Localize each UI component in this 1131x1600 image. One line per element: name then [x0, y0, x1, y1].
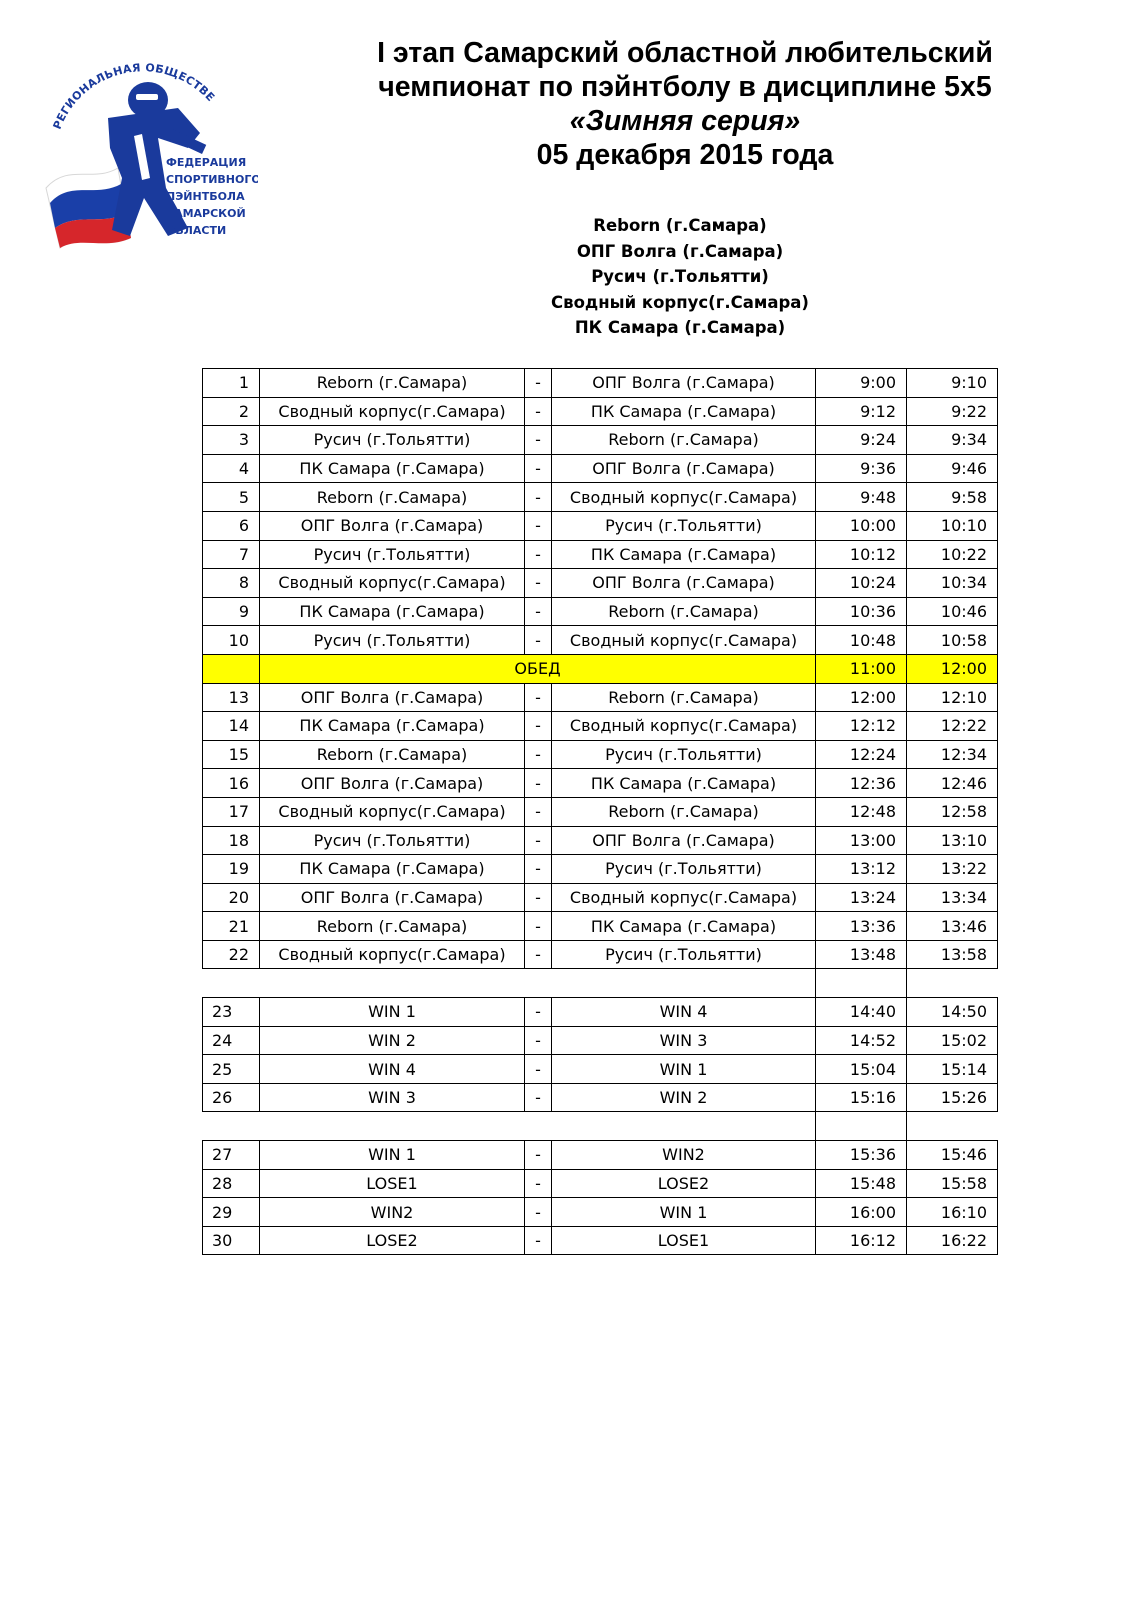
vs-dash: - — [525, 540, 552, 569]
team-b: Сводный корпус(г.Самара) — [552, 712, 816, 741]
team-b: Сводный корпус(г.Самара) — [552, 483, 816, 512]
team-b: Сводный корпус(г.Самара) — [552, 626, 816, 655]
match-number: 26 — [203, 1083, 260, 1112]
end-time: 15:46 — [907, 1141, 998, 1170]
logo-org-line: САМАРСКОЙ — [166, 207, 246, 220]
teams-list — [470, 213, 890, 341]
start-time: 10:36 — [816, 597, 907, 626]
spacer-row — [203, 969, 998, 998]
team-a: WIN 2 — [260, 1026, 525, 1055]
vs-dash: - — [525, 483, 552, 512]
match-row — [203, 1141, 998, 1170]
match-row — [203, 998, 998, 1027]
spacer-time-cell — [816, 969, 907, 998]
end-time: 16:10 — [907, 1198, 998, 1227]
match-number: 6 — [203, 511, 260, 540]
end-time: 12:34 — [907, 740, 998, 769]
vs-dash: - — [525, 454, 552, 483]
match-row — [203, 797, 998, 826]
title-line-2: чемпионат по пэйнтболу в дисциплине 5х5 — [378, 71, 992, 103]
match-row — [203, 483, 998, 512]
match-row — [203, 855, 998, 884]
team-b: Русич (г.Тольятти) — [552, 940, 816, 969]
lunch-row — [203, 654, 998, 683]
start-time: 13:36 — [816, 912, 907, 941]
lunch-start-time: 11:00 — [816, 654, 907, 683]
team-b: LOSE1 — [552, 1226, 816, 1255]
schedule-body — [203, 369, 998, 1255]
end-time: 15:58 — [907, 1169, 998, 1198]
vs-dash: - — [525, 940, 552, 969]
start-time: 13:48 — [816, 940, 907, 969]
team-a: WIN 3 — [260, 1083, 525, 1112]
end-time: 14:50 — [907, 998, 998, 1027]
team-b: Русич (г.Тольятти) — [552, 740, 816, 769]
match-row — [203, 1083, 998, 1112]
match-row — [203, 511, 998, 540]
match-row — [203, 454, 998, 483]
start-time: 9:36 — [816, 454, 907, 483]
team-a: Reborn (г.Самара) — [260, 912, 525, 941]
match-row — [203, 626, 998, 655]
team-a: Русич (г.Тольятти) — [260, 826, 525, 855]
vs-dash: - — [525, 855, 552, 884]
match-number: 13 — [203, 683, 260, 712]
end-time: 16:22 — [907, 1226, 998, 1255]
vs-dash: - — [525, 712, 552, 741]
team-a: Сводный корпус(г.Самара) — [260, 397, 525, 426]
team-b: ПК Самара (г.Самара) — [552, 540, 816, 569]
start-time: 15:48 — [816, 1169, 907, 1198]
team-a: WIN 1 — [260, 998, 525, 1027]
vs-dash: - — [525, 369, 552, 398]
start-time: 16:12 — [816, 1226, 907, 1255]
match-row — [203, 912, 998, 941]
vs-dash: - — [525, 597, 552, 626]
vs-dash: - — [525, 797, 552, 826]
team-b: ОПГ Волга (г.Самара) — [552, 569, 816, 598]
match-row — [203, 1198, 998, 1227]
vs-dash: - — [525, 883, 552, 912]
match-row — [203, 683, 998, 712]
team-b: WIN2 — [552, 1141, 816, 1170]
match-row — [203, 597, 998, 626]
federation-logo-graphic — [38, 38, 258, 253]
end-time: 10:10 — [907, 511, 998, 540]
vs-dash: - — [525, 1083, 552, 1112]
team-b: ОПГ Волга (г.Самара) — [552, 369, 816, 398]
start-time: 9:48 — [816, 483, 907, 512]
start-time: 14:40 — [816, 998, 907, 1027]
team-b: Reborn (г.Самара) — [552, 797, 816, 826]
match-row — [203, 712, 998, 741]
start-time: 10:00 — [816, 511, 907, 540]
title-line-3: «Зимняя серия» — [569, 105, 801, 137]
title-date: 05 декабря 2015 года — [536, 139, 834, 171]
match-number: 14 — [203, 712, 260, 741]
match-number: 8 — [203, 569, 260, 598]
vs-dash: - — [525, 569, 552, 598]
match-number: 5 — [203, 483, 260, 512]
spacer-time-cell — [907, 1112, 998, 1141]
match-number: 2 — [203, 397, 260, 426]
end-time: 12:46 — [907, 769, 998, 798]
spacer-cell — [203, 1112, 816, 1141]
end-time: 13:46 — [907, 912, 998, 941]
team-b: WIN 1 — [552, 1198, 816, 1227]
end-time: 13:34 — [907, 883, 998, 912]
team-name: ПК Самара (г.Самара) — [574, 318, 786, 338]
document-title — [300, 36, 1070, 172]
team-name: Сводный корпус(г.Самара) — [551, 292, 809, 312]
match-number: 18 — [203, 826, 260, 855]
team-b: ПК Самара (г.Самара) — [552, 769, 816, 798]
start-time: 10:48 — [816, 626, 907, 655]
match-row — [203, 740, 998, 769]
team-b: WIN 2 — [552, 1083, 816, 1112]
team-b: WIN 4 — [552, 998, 816, 1027]
lunch-end-time: 12:00 — [907, 654, 998, 683]
vs-dash: - — [525, 511, 552, 540]
match-number: 23 — [203, 998, 260, 1027]
team-b: ПК Самара (г.Самара) — [552, 397, 816, 426]
team-b: ОПГ Волга (г.Самара) — [552, 454, 816, 483]
match-row — [203, 769, 998, 798]
team-a: ОПГ Волга (г.Самара) — [260, 883, 525, 912]
title-line-1: I этап Самарский областной любительский — [377, 37, 993, 69]
spacer-time-cell — [816, 1112, 907, 1141]
team-a: ПК Самара (г.Самара) — [260, 597, 525, 626]
end-time: 9:58 — [907, 483, 998, 512]
end-time: 10:34 — [907, 569, 998, 598]
team-b: Reborn (г.Самара) — [552, 683, 816, 712]
match-number: 19 — [203, 855, 260, 884]
team-a: LOSE1 — [260, 1169, 525, 1198]
team-b: Русич (г.Тольятти) — [552, 855, 816, 884]
start-time: 13:24 — [816, 883, 907, 912]
team-a: WIN2 — [260, 1198, 525, 1227]
team-b: ОПГ Волга (г.Самара) — [552, 826, 816, 855]
match-number: 1 — [203, 369, 260, 398]
match-row — [203, 883, 998, 912]
match-row — [203, 940, 998, 969]
end-time: 13:58 — [907, 940, 998, 969]
match-row — [203, 1026, 998, 1055]
vs-dash: - — [525, 912, 552, 941]
start-time: 15:36 — [816, 1141, 907, 1170]
match-row — [203, 540, 998, 569]
start-time: 12:36 — [816, 769, 907, 798]
logo-arc-text: РЕГИОНАЛЬНАЯ ОБЩЕСТВЕ — [50, 61, 218, 132]
end-time: 13:22 — [907, 855, 998, 884]
end-time: 15:26 — [907, 1083, 998, 1112]
match-number: 28 — [203, 1169, 260, 1198]
team-b: Русич (г.Тольятти) — [552, 511, 816, 540]
vs-dash: - — [525, 998, 552, 1027]
team-a: Reborn (г.Самара) — [260, 483, 525, 512]
vs-dash: - — [525, 1026, 552, 1055]
vs-dash: - — [525, 683, 552, 712]
match-row — [203, 1226, 998, 1255]
start-time: 12:48 — [816, 797, 907, 826]
start-time: 10:12 — [816, 540, 907, 569]
end-time: 10:22 — [907, 540, 998, 569]
match-number: 21 — [203, 912, 260, 941]
team-b: WIN 1 — [552, 1055, 816, 1084]
logo-org-line: ОБЛАСТИ — [166, 224, 227, 237]
spacer-cell — [203, 969, 816, 998]
match-row — [203, 369, 998, 398]
match-number: 15 — [203, 740, 260, 769]
team-a: Reborn (г.Самара) — [260, 369, 525, 398]
team-name: Reborn (г.Самара) — [593, 216, 767, 235]
start-time: 12:00 — [816, 683, 907, 712]
start-time: 12:12 — [816, 712, 907, 741]
team-a: ОПГ Волга (г.Самара) — [260, 683, 525, 712]
start-time: 9:00 — [816, 369, 907, 398]
team-a: Сводный корпус(г.Самара) — [260, 569, 525, 598]
match-row — [203, 426, 998, 455]
vs-dash: - — [525, 397, 552, 426]
end-time: 13:10 — [907, 826, 998, 855]
match-row — [203, 1169, 998, 1198]
vs-dash: - — [525, 1198, 552, 1227]
vs-dash: - — [525, 1055, 552, 1084]
end-time: 9:34 — [907, 426, 998, 455]
vs-dash: - — [525, 769, 552, 798]
match-number: 29 — [203, 1198, 260, 1227]
team-b: LOSE2 — [552, 1169, 816, 1198]
team-b: Reborn (г.Самара) — [552, 426, 816, 455]
match-number: 3 — [203, 426, 260, 455]
lunch-number-cell — [203, 654, 260, 683]
logo-org-line: ПЭЙНТБОЛА — [166, 190, 245, 203]
match-number: 7 — [203, 540, 260, 569]
start-time: 14:52 — [816, 1026, 907, 1055]
start-time: 9:12 — [816, 397, 907, 426]
match-number: 25 — [203, 1055, 260, 1084]
team-a: LOSE2 — [260, 1226, 525, 1255]
team-a: ПК Самара (г.Самара) — [260, 855, 525, 884]
team-a: ОПГ Волга (г.Самара) — [260, 511, 525, 540]
spacer-row — [203, 1112, 998, 1141]
vs-dash: - — [525, 1226, 552, 1255]
team-a: Сводный корпус(г.Самара) — [260, 940, 525, 969]
end-time: 9:10 — [907, 369, 998, 398]
match-row — [203, 569, 998, 598]
match-row — [203, 826, 998, 855]
start-time: 12:24 — [816, 740, 907, 769]
end-time: 10:58 — [907, 626, 998, 655]
team-a: WIN 4 — [260, 1055, 525, 1084]
schedule-table — [202, 368, 998, 1255]
end-time: 15:14 — [907, 1055, 998, 1084]
start-time: 16:00 — [816, 1198, 907, 1227]
logo-org-line: ФЕДЕРАЦИЯ — [166, 156, 247, 169]
start-time: 15:16 — [816, 1083, 907, 1112]
team-a: Reborn (г.Самара) — [260, 740, 525, 769]
team-a: ПК Самара (г.Самара) — [260, 712, 525, 741]
match-number: 24 — [203, 1026, 260, 1055]
match-number: 27 — [203, 1141, 260, 1170]
start-time: 13:00 — [816, 826, 907, 855]
start-time: 10:24 — [816, 569, 907, 598]
vs-dash: - — [525, 1141, 552, 1170]
vs-dash: - — [525, 1169, 552, 1198]
team-a: Русич (г.Тольятти) — [260, 540, 525, 569]
team-a: WIN 1 — [260, 1141, 525, 1170]
team-name: ОПГ Волга (г.Самара) — [576, 241, 784, 261]
team-a: ОПГ Волга (г.Самара) — [260, 769, 525, 798]
spacer-time-cell — [907, 969, 998, 998]
match-number: 17 — [203, 797, 260, 826]
match-number: 16 — [203, 769, 260, 798]
end-time: 9:46 — [907, 454, 998, 483]
team-name: Русич (г.Тольятти) — [591, 267, 769, 287]
end-time: 9:22 — [907, 397, 998, 426]
end-time: 10:46 — [907, 597, 998, 626]
lunch-label: ОБЕД — [260, 654, 816, 683]
logo-org-line: СПОРТИВНОГО — [166, 173, 258, 186]
match-number: 9 — [203, 597, 260, 626]
vs-dash: - — [525, 740, 552, 769]
end-time: 15:02 — [907, 1026, 998, 1055]
match-number: 30 — [203, 1226, 260, 1255]
team-a: Русич (г.Тольятти) — [260, 626, 525, 655]
start-time: 9:24 — [816, 426, 907, 455]
match-number: 22 — [203, 940, 260, 969]
start-time: 15:04 — [816, 1055, 907, 1084]
vs-dash: - — [525, 626, 552, 655]
vs-dash: - — [525, 826, 552, 855]
team-b: WIN 3 — [552, 1026, 816, 1055]
federation-logo — [38, 38, 258, 253]
match-row — [203, 1055, 998, 1084]
match-number: 4 — [203, 454, 260, 483]
end-time: 12:58 — [907, 797, 998, 826]
team-a: ПК Самара (г.Самара) — [260, 454, 525, 483]
team-a: Сводный корпус(г.Самара) — [260, 797, 525, 826]
team-b: Reborn (г.Самара) — [552, 597, 816, 626]
team-b: ПК Самара (г.Самара) — [552, 912, 816, 941]
start-time: 13:12 — [816, 855, 907, 884]
team-b: Сводный корпус(г.Самара) — [552, 883, 816, 912]
end-time: 12:22 — [907, 712, 998, 741]
team-a: Русич (г.Тольятти) — [260, 426, 525, 455]
vs-dash: - — [525, 426, 552, 455]
end-time: 12:10 — [907, 683, 998, 712]
match-row — [203, 397, 998, 426]
match-number: 20 — [203, 883, 260, 912]
match-number: 10 — [203, 626, 260, 655]
